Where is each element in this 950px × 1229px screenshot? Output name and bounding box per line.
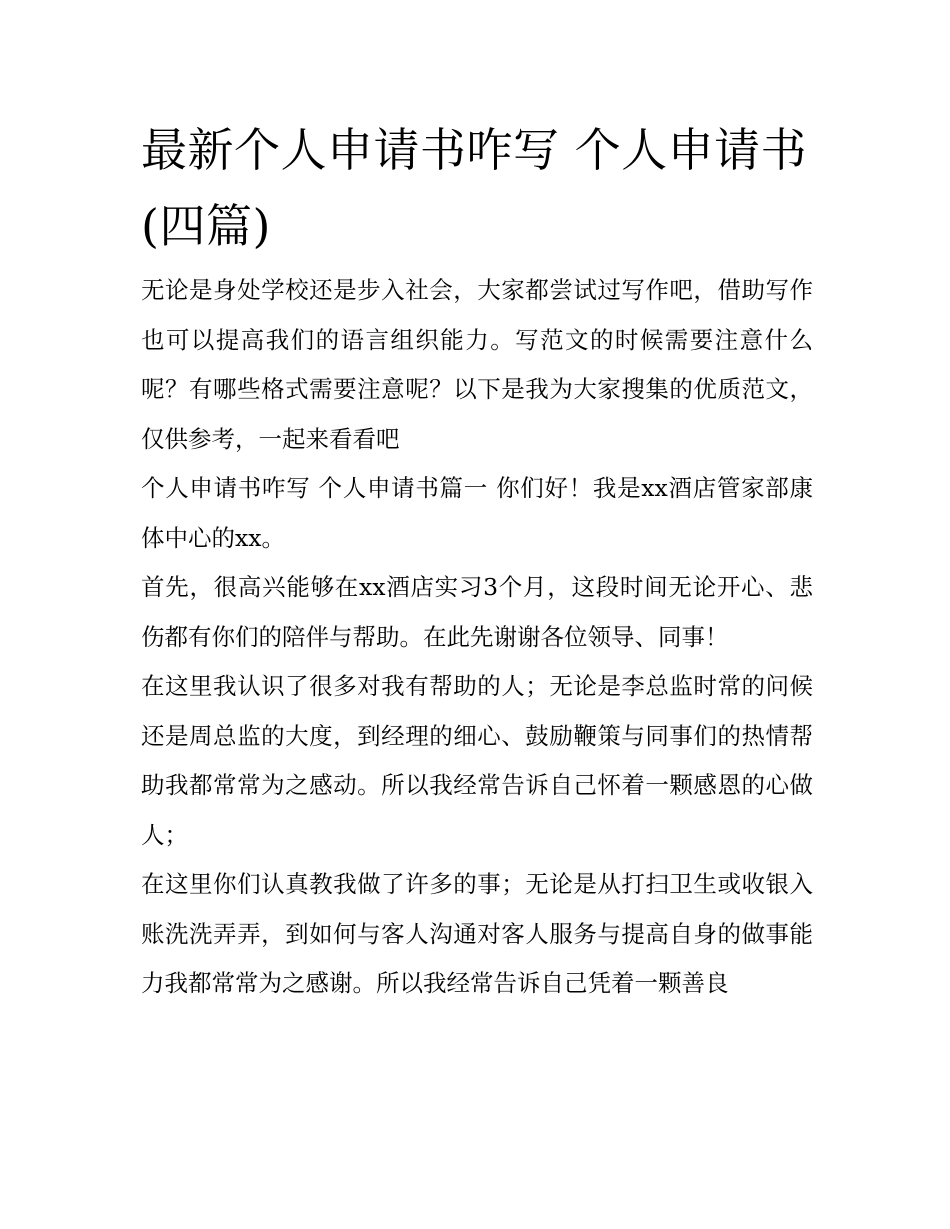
paragraph-intro: 无论是身处学校还是步入社会，大家都尝试过写作吧，借助写作也可以提高我们的语言组织能力。写范文的时候需要注意什么呢？有哪些格式需要注意呢？以下是我为大家搜集的优质范文，仅供参考，一起来看看吧 <box>141 276 813 453</box>
paragraph-people: 在这里我认识了很多对我有帮助的人；无论是李总监时常的问候还是周总监的大度，到经理的细心、鼓励鞭策与同事们的热情帮助我都常常为之感动。所以我经常告诉自己怀着一颗感恩的心做人； <box>141 672 813 849</box>
paragraph-greeting: 个人申请书咋写 个人申请书篇一 你们好！我是xx酒店管家部康体中心的xx。 <box>141 474 813 552</box>
document-title: 最新个人申请书咋写 个人申请书(四篇) <box>141 123 808 253</box>
paragraph-thanks: 首先，很高兴能够在xx酒店实习3个月，这段时间无论开心、悲伤都有你们的陪伴与帮助。在此先谢谢各位领导、同事！ <box>141 573 813 651</box>
document-body <box>141 112 813 1009</box>
paragraph-tasks: 在这里你们认真教我做了许多的事；无论是从打扫卫生或收银入账洗洗弄弄，到如何与客人沟通对客人服务与提高自身的做事能力我都常常为之感谢。所以我经常告诉自己凭着一颗善良 <box>141 870 813 997</box>
